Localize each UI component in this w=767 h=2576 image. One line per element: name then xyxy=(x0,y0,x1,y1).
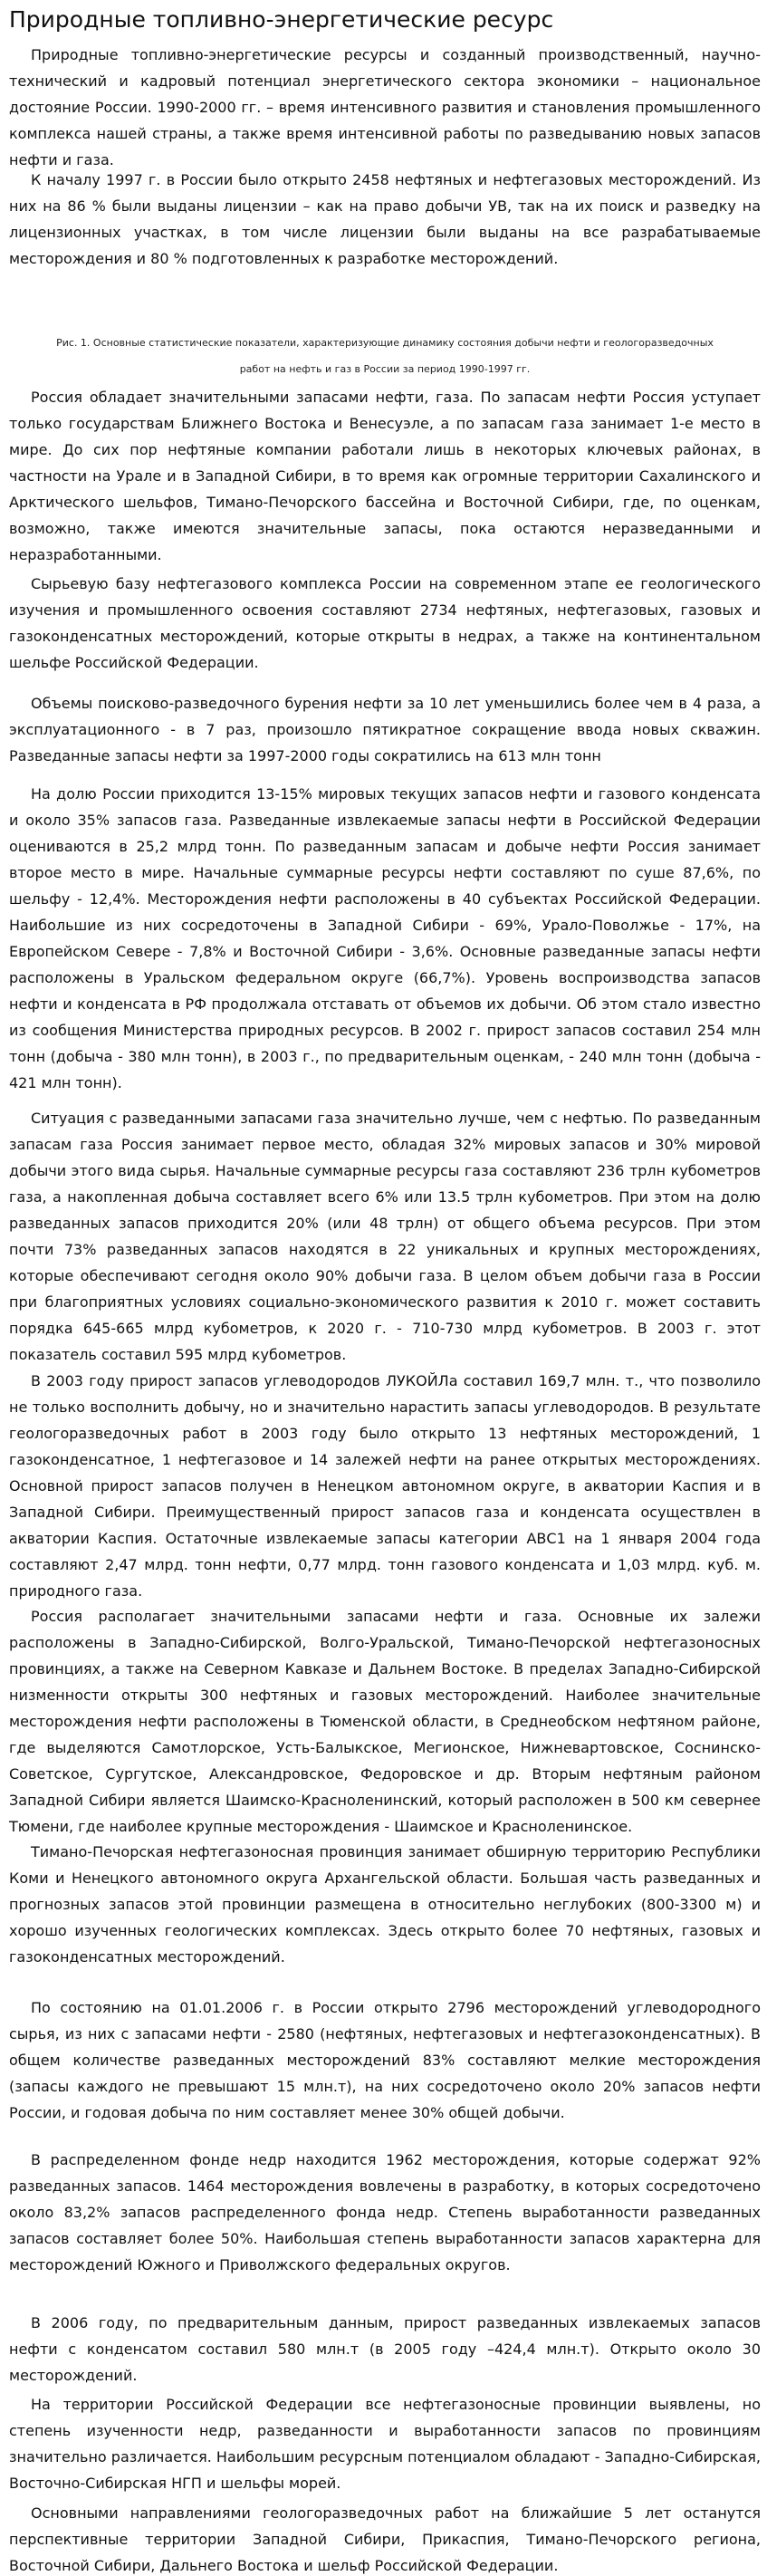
paragraph-6: На долю России приходится 13-15% мировых текущих запасов нефти и газового конденсата и около 35% запасов газа. Разведанные извлекаемые запасы нефти в Российской Федерации оцениваются в 25,2 млрд тонн. По разведанным запасам и добыче нефти Россия занимает второе место в мире. Начальные суммарные ресурсы нефти составляют по суше 87,6%, по шельфу - 12,4%. Месторождения нефти расположены в 40 субъектах Российской Федерации. Наибольшие из них сосредоточены в Западной Сибири - 69%, Урало-Поволжье - 17%, на Европейском Севере - 7,8% и Восточной Сибири - 3,6%. Основные разведанные запасы нефти расположены в Уральском федеральном округе (66,7%). Уровень воспроизводства запасов нефти и конденсата в РФ продолжала отставать от объемов их добычи. Об этом стало известно из сообщения Министерства природных ресурсов. В 2002 г. прирост запасов составил 254 млн тонн (добыча - 380 млн тонн), в 2003 г., по предварительным оценкам, - 240 млн тонн (добыча - 421 млн тонн). xyxy=(9,785,761,1091)
paragraph-11: По состоянию на 01.01.2006 г. в России открыто 2796 месторождений углеводородного сырья, из них с запасами нефти - 2580 (нефтяных, нефтегазовых и нефтегазоконденсатных). В общем количестве разведанных месторождений 83% составляют мелкие месторождения (запасы каждого не превышают 15 млн.т), на них сосредоточено около 20% запасов нефти России, и годовая добыча по ним составляет менее 30% общей добычи. xyxy=(9,1999,761,2121)
paragraph-7: Ситуация с разведанными запасами газа значительно лучше, чем с нефтью. По разведанным запасам газа Россия занимает первое место, обладая 32% мировых запасов и 30% мировой добычи этого вида сырья. Начальные суммарные ресурсы газа составляют 236 трлн кубометров газа, а накопленная добыча составляет всего 6% или 13.5 трлн кубометров. При этом на долю разведанных запасов приходится 20% (или 48 трлн) от общего объема ресурсов. При этом почти 73% разведанных запасов находятся в 22 уникальных и крупных месторождениях, которые обеспечивают сегодня около 90% добычи газа. В целом объем добычи газа в России при благоприятных условиях социально-экономического развития к 2010 г. может составить порядка 645-665 млрд кубометров, к 2020 г. - 710-730 млрд кубометров. В 2003 г. этот показатель составил 595 млрд кубометров. xyxy=(9,1110,761,1363)
paragraph-12: В распределенном фонде недр находится 1962 месторождения, которые содержат 92% разведанных запасов. 1464 месторождения вовлечены в разработку, в которых сосредоточено около 83,2% запасов распределенного фонда недр. Степень выработанности разведанных запасов составляет более 50%. Наибольшая степень выработанности запасов характерна для месторождений Южного и Приволжского федеральных округов. xyxy=(9,2151,761,2273)
paragraph-14: На территории Российской Федерации все нефтегазоносные провинции выявлены, но степень изученности недр, разведанности и выработанности запасов по провинциям значительно различается. Наибольшим ресурсным потенциалом обладают - Западно-Сибирская, Восточно-Сибирская НГП и шельфы морей. xyxy=(9,2396,761,2492)
paragraph-2: К началу 1997 г. в России было открыто 2458 нефтяных и нефтегазовых месторождений. Из них на 86 % были выданы лицензии – как на право добычи УВ, так на их поиск и разведку на лицензионных участках, в том числе лицензии были выданы на все разрабатываемые месторождения и 80 % подготовленных к разработке месторождений. xyxy=(9,171,761,267)
paragraph-15: Основными направлениями геологоразведочных работ на ближайшие 5 лет останутся перспективные территории Западной Сибири, Прикаспия, Тимано-Печорского региона, Восточной Сибири, Дальнего Востока и шельф Российской Федерации. xyxy=(9,2504,761,2574)
paragraph-4: Сырьевую базу нефтегазового комплекса России на современном этапе ее геологического изучения и промышленного освоения составляют 2734 нефтяных, нефтегазовых, газовых и газоконденсатных месторождений, которые открыты в недрах, а также на континентальном шельфе Российской Федерации. xyxy=(9,575,761,671)
figure-caption: Рис. 1. Основные статистические показатели, характеризующие динамику состояния добычи нефти и геологоразведочных работ на нефть и газ в России за период 1990-1997 гг. xyxy=(56,337,714,375)
paragraph-10: Тимано-Печорская нефтегазоносная провинция занимает обширную территорию Республики Коми и Ненецкого автономного округа Архангельской области. Большая часть разведанных и прогнозных запасов этой провинции размещена в относительно неглубоких (800-3300 м) и хорошо изученных геологических комплексах. Здесь открыто более 70 нефтяных, газовых и газоконденсатных месторождений. xyxy=(9,1843,761,1966)
paragraph-1: Природные топливно-энергетические ресурсы и созданный производственный, научно-технический и кадровый потенциал энергетического сектора экономики – национальное достояние России. 1990-2000 гг. – время интенсивного развития и становления промышленного комплекса нашей страны, а также время интенсивной работы по разведыванию новых запасов нефти и газа. xyxy=(9,46,761,168)
paragraph-9: Россия располагает значительными запасами нефти и газа. Основные их залежи расположены в Западно-Сибирской, Волго-Уральской, Тимано-Печорской нефтегазоносных провинциях, а также на Северном Кавказе и Дальнем Востоке. В пределах Западно-Сибирской низменности открыты 300 нефтяных и газовых месторождений. Наиболее значительные месторождения нефти расположены в Тюменской области, в Среднеобском нефтяном районе, где выделяются Самотлорское, Усть-Балыкское, Мегионское, Нижневартовское, Соснинско-Советское, Сургутское, Александровское, Федоровское и др. Вторым нефтяным районом Западной Сибири является Шаимско-Красноленинский, который расположен в 500 км севернее Тюмени, где наиболее крупные месторождения - Шаимское и Красноленинское. xyxy=(9,1608,761,1835)
paragraph-5: Объемы поисково-разведочного бурения нефти за 10 лет уменьшились более чем в 4 раза, а эксплуатационного - в 7 раз, произошло пятикратное сокращение ввода новых скважин. Разведанные запасы нефти за 1997-2000 годы сократились на 613 млн тонн xyxy=(9,695,761,764)
page-title: Природные топливно-энергетические ресурс xyxy=(9,6,554,33)
paragraph-8: В 2003 году прирост запасов углеводородов ЛУКОЙЛа составил 169,7 млн. т., что позволило не только восполнить добычу, но и значительно нарастить запасы углеводородов. В результате геологоразведочных работ в 2003 году было открыто 13 нефтяных месторождений, 1 газоконденсатное, 1 нефтегазовое и 14 залежей нефти на ранее открытых месторождениях. Основной прирост запасов получен в Ненецком автономном округе, в акватории Каспия и в Западной Сибири. Преимущественный прирост запасов газа и конденсата осуществлен в акватории Каспия. Остаточные извлекаемые запасы категории АВС1 на 1 января 2004 года составляют 2,47 млрд. тонн нефти, 0,77 млрд. тонн газового конденсата и 1,03 млрд. куб. м. природного газа. xyxy=(9,1372,761,1600)
paragraph-13: В 2006 году, по предварительным данным, прирост разведанных извлекаемых запасов нефти с конденсатом составил 580 млн.т (в 2005 году –424,4 млн.т). Открыто около 30 месторождений. xyxy=(9,2314,761,2384)
paragraph-3: Россия обладает значительными запасами нефти, газа. По запасам нефти Россия уступает только государствам Ближнего Востока и Венесуэле, а по запасам газа занимает 1-е место в мире. До сих пор нефтяные компании работали лишь в некоторых ключевых районах, в частности на Урале и в Западной Сибири, в то время как огромные территории Сахалинского и Арктического шельфов, Тимано-Печорского бассейна и Восточной Сибири, где, по оценкам, возможно, также имеются значительные запасы, пока остаются неразведанными и неразработанными. xyxy=(9,389,761,563)
